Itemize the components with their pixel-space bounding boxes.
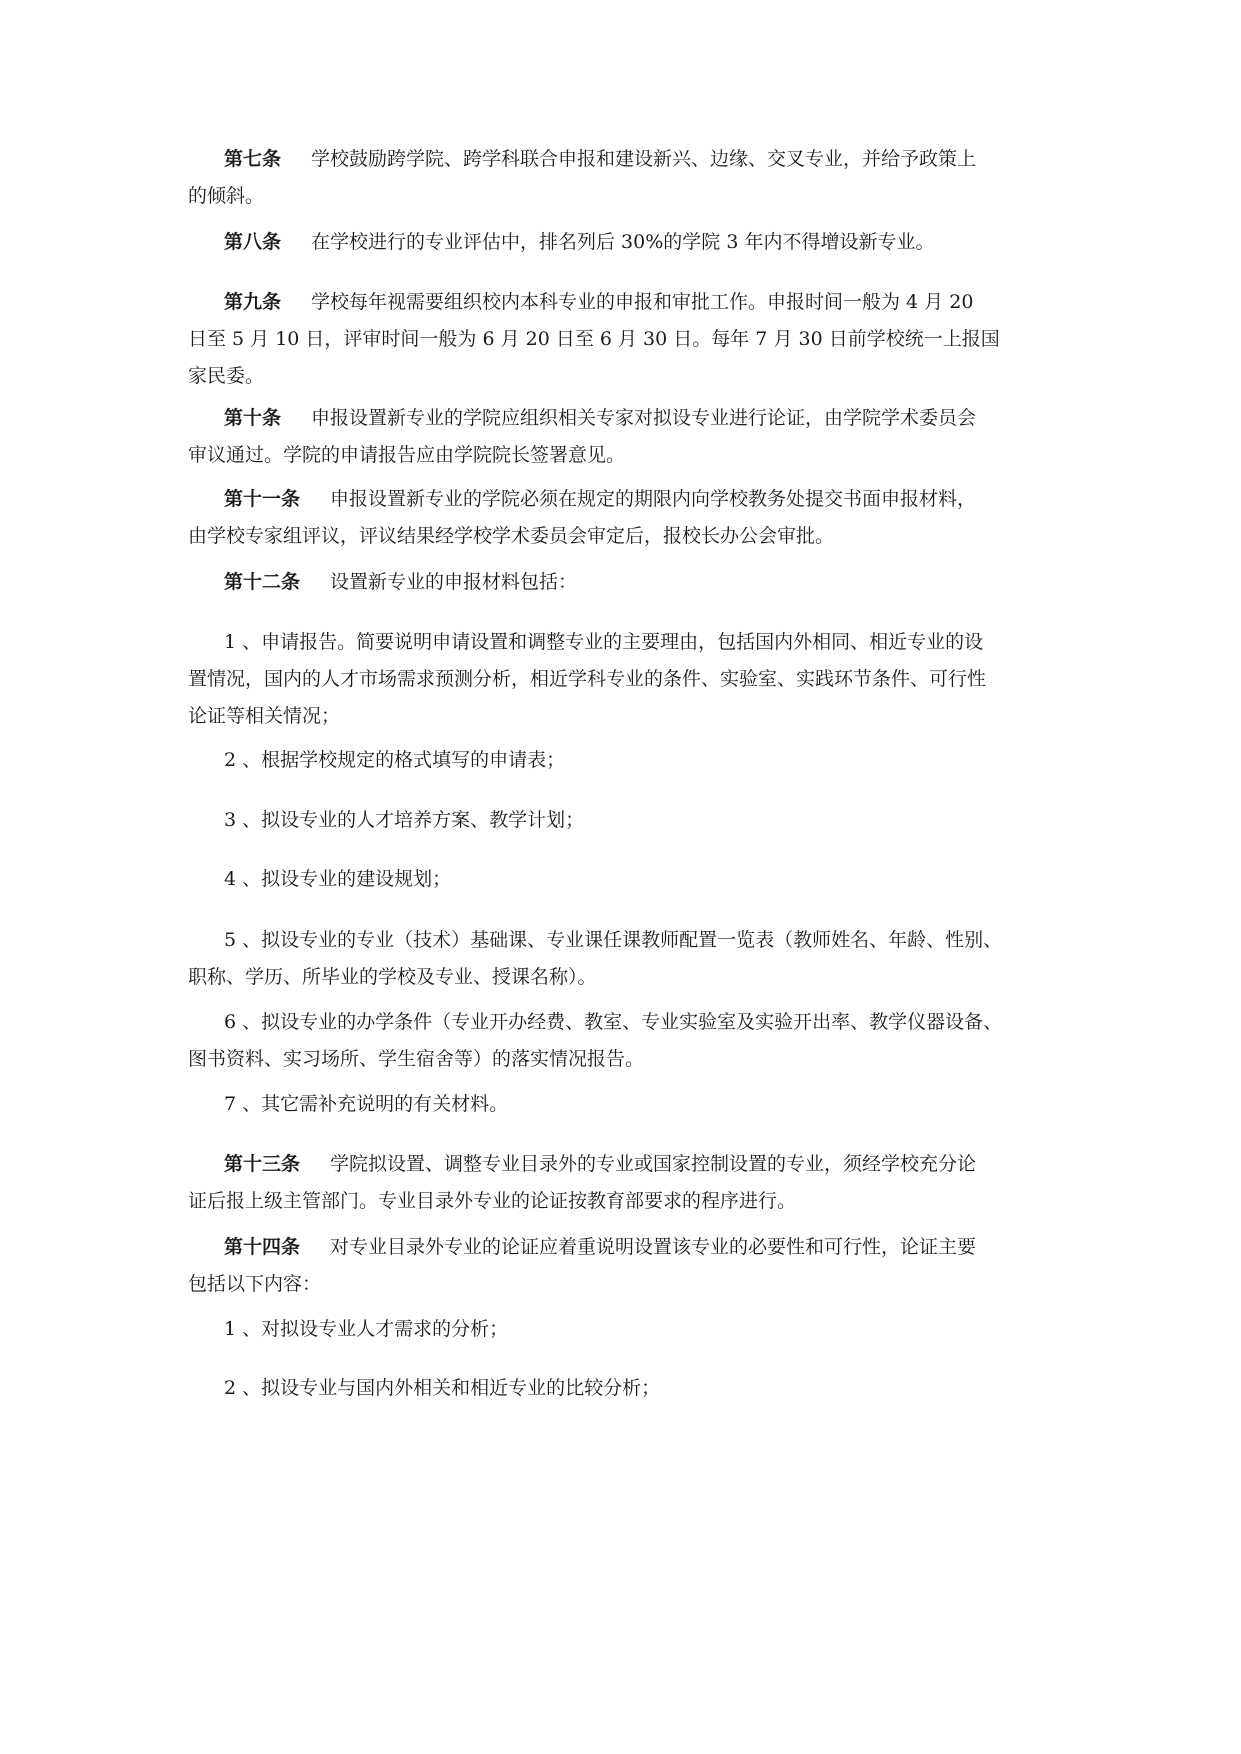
list-item: [188, 624, 1058, 735]
article-7: [188, 141, 1058, 215]
list-item-text: 论证等相关情况；: [188, 705, 341, 727]
article-text: 学院拟设置、调整专业目录外的专业或国家控制设置的专业，须经学校充分论: [330, 1153, 977, 1175]
article-14: [188, 1229, 1058, 1303]
article-text: 包括以下内容：: [188, 1273, 322, 1295]
article-heading: 第十二条: [224, 571, 301, 593]
list-item: [188, 802, 1058, 839]
article-heading: 第十条: [224, 407, 282, 429]
list-item-text: 图书资料、实习场所、学生宿舍等）的落实情况报告。: [188, 1048, 645, 1070]
article-text: 家民委。: [188, 365, 265, 387]
article-10: [188, 400, 1058, 474]
list-item: [188, 922, 1058, 996]
article-text: 申报设置新专业的学院应组织相关专家对拟设专业进行论证，由学院学术委员会: [311, 407, 977, 429]
article-heading: 第十一条: [224, 488, 301, 510]
article-text: 申报设置新专业的学院必须在规定的期限内向学校教务处提交书面申报材料，: [330, 488, 977, 510]
list-item-text: 职称、学历、所毕业的学校及专业、授课名称）。: [188, 966, 597, 988]
article-text: 设置新专业的申报材料包括：: [330, 571, 578, 593]
list-item-text: 3 、拟设专业的人才培养方案、教学计划；: [224, 809, 585, 831]
article-text: 审议通过。学院的申请报告应由学院院长签署意见。: [188, 444, 626, 466]
article-heading: 第十三条: [224, 1153, 301, 1175]
article-text: 在学校进行的专业评估中，排名列后 30%的学院 3 年内不得增设新专业。: [311, 231, 935, 253]
list-item-text: 2 、根据学校规定的格式填写的申请表；: [224, 749, 566, 771]
list-item-text: 2 、拟设专业与国内外相关和相近专业的比较分析；: [224, 1377, 661, 1399]
list-item-text: 1 、申请报告。简要说明申请设置和调整专业的主要理由，包括国内外相同、相近专业的设: [224, 631, 984, 653]
list-item-text: 7 、其它需补充说明的有关材料。: [224, 1093, 509, 1115]
article-text: 学校鼓励跨学院、跨学科联合申报和建设新兴、边缘、交叉专业，并给予政策上: [311, 148, 977, 170]
list-item: [188, 1370, 1058, 1407]
article-heading: 第七条: [224, 148, 282, 170]
list-item: [188, 1086, 1058, 1123]
article-8: [188, 224, 1058, 261]
article-text: 学校每年视需要组织校内本科专业的申报和审批工作。申报时间一般为 4 月 20: [311, 291, 974, 313]
article-heading: 第九条: [224, 291, 282, 313]
article-12: [188, 564, 1058, 601]
list-item-text: 6 、拟设专业的办学条件（专业开办经费、教室、专业实验室及实验开出率、教学仪器设备、: [224, 1011, 1003, 1033]
article-text: 日至 5 月 10 日，评审时间一般为 6 月 20 日至 6 月 30 日。每年 7 月 30 日前学校统一上报国: [188, 328, 1000, 350]
article-text: 证后报上级主管部门。专业目录外专业的论证按教育部要求的程序进行。: [188, 1190, 797, 1212]
list-item-text: 置情况，国内的人才市场需求预测分析，相近学科专业的条件、实验室、实践环节条件、可行性: [188, 668, 987, 690]
list-item-text: 5 、拟设专业的专业（技术）基础课、专业课任课教师配置一览表（教师姓名、年龄、性别、: [224, 929, 1003, 951]
article-heading: 第十四条: [224, 1236, 301, 1258]
list-item: [188, 742, 1058, 779]
article-heading: 第八条: [224, 231, 282, 253]
article-13: [188, 1146, 1058, 1220]
article-9: [188, 284, 1058, 395]
list-item: [188, 861, 1058, 898]
article-11: [188, 481, 1058, 555]
article-text: 对专业目录外专业的论证应着重说明设置该专业的必要性和可行性，论证主要: [330, 1236, 977, 1258]
list-item: [188, 1311, 1058, 1348]
list-item: [188, 1004, 1058, 1078]
list-item-text: 1 、对拟设专业人才需求的分析；: [224, 1318, 509, 1340]
article-text: 由学校专家组评议，评议结果经学校学术委员会审定后，报校长办公会审批。: [188, 525, 835, 547]
list-item-text: 4 、拟设专业的建设规划；: [224, 868, 452, 890]
article-text: 的倾斜。: [188, 185, 265, 207]
